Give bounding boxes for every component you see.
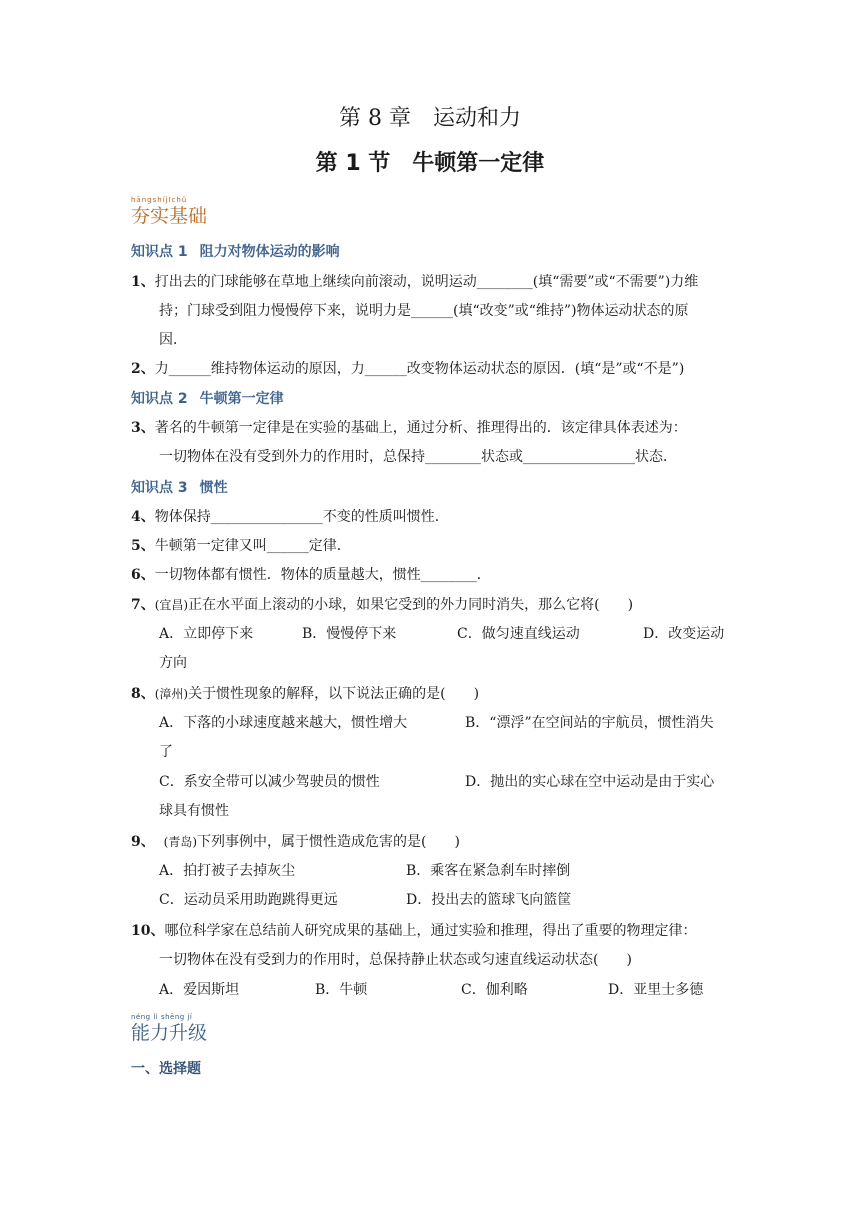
knowledge-point-3 (131, 478, 228, 498)
q7-source: (宜昌) (154, 598, 189, 612)
q10-option-d: D．亚里士多德 (608, 982, 704, 998)
q8-option-d-cont: 球具有惯性 (159, 803, 229, 819)
section2-pinyin: néng lì shēng jí (131, 1013, 193, 1021)
q8-option-c: C．系安全带可以减少驾驶员的惯性 (159, 774, 380, 790)
q3-line1: 著名的牛顿第一定律是在实验的基础上，通过分析、推理得出的．该定律具体表述为： (154, 420, 687, 436)
q1-line1: 打出去的门球能够在草地上继续向前滚动，说明运动________(填“需要”或“不需要”)力维 (154, 274, 699, 290)
question-2 (131, 355, 731, 384)
kp1-title: 阻力对物体运动的影响 (199, 244, 340, 260)
section1-pinyin: hāngshíjīchǔ (131, 196, 188, 204)
question-3 (131, 414, 731, 472)
q3-number: 3、 (131, 420, 155, 436)
q10-option-b: B．牛顿 (315, 982, 368, 998)
question-7 (131, 591, 731, 620)
q3-line2: 一切物体在没有受到外力的作用时，总保持________状态或________________状态． (159, 449, 677, 465)
question-5 (131, 532, 731, 561)
q7-number: 7、 (131, 597, 155, 613)
subsection-heading: 一、选择题 (131, 1061, 201, 1077)
q1-number: 1、 (131, 274, 155, 290)
question-4 (131, 503, 731, 532)
q5-text: 牛顿第一定律又叫______定律． (154, 538, 351, 554)
q7-option-b: B．慢慢停下来 (302, 626, 397, 642)
q7-option-c: C．做匀速直线运动 (457, 626, 580, 642)
q7-option-d: D．改变运动 (643, 626, 725, 642)
q8-option-d: D．抛出的实心球在空中运动是由于实心 (465, 774, 715, 790)
q10-number: 10、 (131, 923, 165, 939)
q8-option-a: A．下落的小球速度越来越大，惯性增大 (159, 715, 408, 731)
q5-number: 5、 (131, 538, 155, 554)
q9-number: 9、 (131, 834, 155, 850)
section1-heading: 夯实基础 (131, 205, 208, 227)
q9-option-a: A．拍打被子去掉灰尘 (159, 863, 296, 879)
q7-option-a: A．立即停下来 (159, 626, 254, 642)
q2-text: 力______维持物体运动的原因，力______改变物体运动状态的原因．(填“是”或“不是”) (154, 361, 685, 377)
kp3-title: 惯性 (199, 480, 228, 496)
q7-text: 正在水平面上滚动的小球，如果它受到的外力同时消失，那么它将( ) (188, 597, 634, 613)
question-9 (131, 828, 731, 857)
section2-heading: 能力升级 (131, 1022, 208, 1044)
q1-line3: 因． (159, 332, 187, 348)
q1-line2: 持；门球受到阻力慢慢停下来，说明力是______(填“改变”或“维持”)物体运动状态的原 (159, 303, 689, 319)
q8-text: 关于惯性现象的解释，以下说法正确的是( ) (188, 686, 480, 702)
q9-option-d: D．投出去的篮球飞向篮筐 (406, 892, 572, 908)
section-title: 第 1 节 牛顿第一定律 (315, 151, 545, 176)
kp2-number: 知识点 2 (131, 391, 188, 407)
question-1 (131, 268, 731, 355)
knowledge-point-2 (131, 389, 284, 409)
q9-source: (青岛) (163, 835, 198, 849)
q6-text: 一切物体都有惯性．物体的质量越大，惯性________． (154, 567, 491, 583)
q10-line2: 一切物体在没有受到力的作用时，总保持静止状态或匀速直线运动状态( ) (159, 952, 632, 968)
q8-option-b: B．“漂浮”在空间站的宇航员，惯性消失 (465, 715, 714, 731)
q4-number: 4、 (131, 509, 155, 525)
q9-text: 下列事例中，属于惯性造成危害的是( ) (197, 834, 460, 850)
q6-number: 6、 (131, 567, 155, 583)
q7-option-d-cont: 方向 (159, 655, 187, 671)
q2-number: 2、 (131, 361, 155, 377)
knowledge-point-1 (131, 242, 340, 262)
question-6 (131, 561, 731, 590)
q8-option-b-cont: 了 (159, 744, 173, 760)
kp2-title: 牛顿第一定律 (199, 391, 284, 407)
q8-source: (漳州) (154, 687, 189, 701)
q10-option-c: C．伽利略 (461, 982, 528, 998)
kp1-number: 知识点 1 (131, 244, 188, 260)
chapter-title: 第 8 章 运动和力 (339, 106, 521, 131)
q10-option-a: A．爱因斯坦 (159, 982, 240, 998)
kp3-number: 知识点 3 (131, 480, 188, 496)
q9-option-b: B．乘客在紧急刹车时摔倒 (406, 863, 571, 879)
question-10 (131, 917, 731, 975)
q8-number: 8、 (131, 686, 155, 702)
q10-line1: 哪位科学家在总结前人研究成果的基础上，通过实验和推理，得出了重要的物理定律： (164, 923, 697, 939)
q4-text: 物体保持________________不变的性质叫惯性． (154, 509, 449, 525)
q9-option-c: C．运动员采用助跑跳得更远 (159, 892, 338, 908)
question-8 (131, 680, 731, 709)
